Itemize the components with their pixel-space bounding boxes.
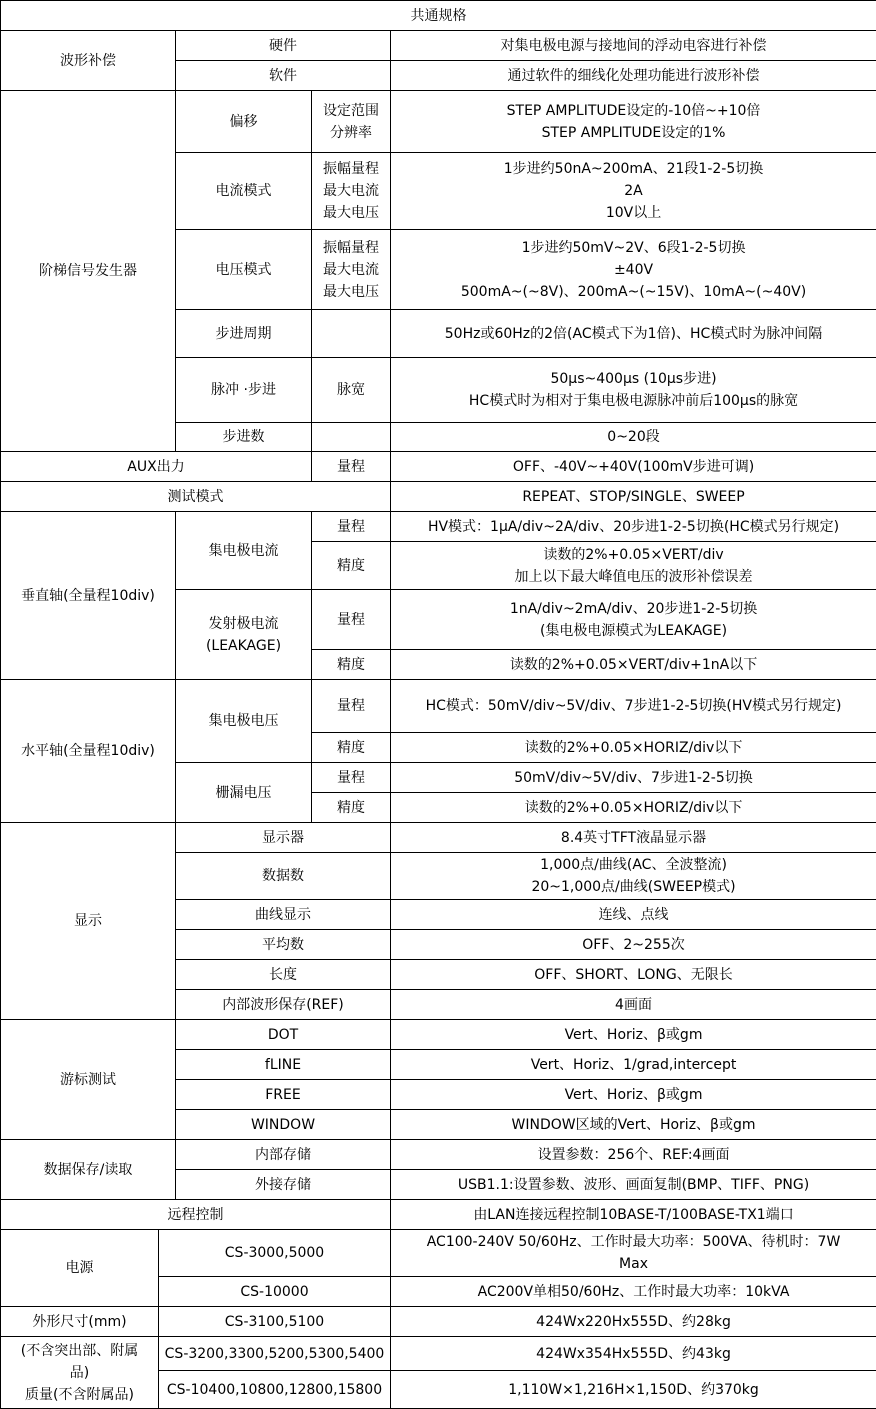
spec-params: 精度 — [312, 733, 391, 763]
spec-name: 数据数 — [176, 853, 391, 900]
step-generator-label: 阶梯信号发生器 — [1, 91, 176, 452]
spec-value: 通过软件的细线化处理功能进行波形补偿 — [391, 61, 876, 91]
spec-value: AC100-240V 50/60Hz、工作时最大功率：500VA、待机时：7W Max — [391, 1230, 876, 1277]
horizontal-axis-label: 水平轴(全量程10div) — [1, 680, 176, 823]
spec-params-empty — [312, 310, 391, 358]
spec-value: 424Wx220Hx555D、约28kg — [391, 1307, 876, 1337]
model-name: CS-3100,5100 — [159, 1307, 391, 1337]
spec-value: 50Hz或60Hz的2倍(AC模式下为1倍)、HC模式时为脉冲间隔 — [391, 310, 876, 358]
spec-name: 硬件 — [176, 31, 391, 61]
spec-value: 由LAN连接远程控制10BASE-T/100BASE-TX1端口 — [391, 1200, 876, 1230]
spec-name: 显示器 — [176, 823, 391, 853]
spec-name: 电流模式 — [176, 153, 312, 230]
spec-params: 振幅量程 最大电流 最大电压 — [312, 153, 391, 230]
cursor-test-label: 游标测试 — [1, 1020, 176, 1140]
spec-name: DOT — [176, 1020, 391, 1050]
spec-name: 内部波形保存(REF) — [176, 990, 391, 1020]
model-name: CS-10000 — [159, 1277, 391, 1307]
spec-name: 软件 — [176, 61, 391, 91]
spec-params: 量程 — [312, 763, 391, 793]
spec-value: 读数的2%+0.05×HORIZ/div以下 — [391, 793, 876, 823]
spec-value: HV模式：1μA/div~2A/div、20步进1-2-5切换(HC模式另行规定) — [391, 512, 876, 542]
spec-params: 精度 — [312, 793, 391, 823]
spec-params-empty — [312, 423, 391, 452]
spec-value: HC模式：50mV/div~5V/div、7步进1-2-5切换(HV模式另行规定) — [391, 680, 876, 733]
spec-value: 1,110W×1,216H×1,150D、约370kg — [391, 1371, 876, 1409]
spec-value: Vert、Horiz、β或gm — [391, 1020, 876, 1050]
spec-params: 量程 — [312, 452, 391, 482]
spec-params: 量程 — [312, 512, 391, 542]
spec-params: 脉宽 — [312, 358, 391, 423]
spec-params: 设定范围 分辨率 — [312, 91, 391, 153]
spec-name: 集电极电压 — [176, 680, 312, 763]
table-header: 共通规格 — [1, 1, 876, 31]
spec-value: Vert、Horiz、1/grad,intercept — [391, 1050, 876, 1080]
model-name: CS-3000,5000 — [159, 1230, 391, 1277]
spec-value: 设置参数：256个、REF:4画面 — [391, 1140, 876, 1170]
spec-value: Vert、Horiz、β或gm — [391, 1080, 876, 1110]
spec-name: 曲线显示 — [176, 900, 391, 930]
spec-name: 步进数 — [176, 423, 312, 452]
spec-value: AC200V单相50/60Hz、工作时最大功率：10kVA — [391, 1277, 876, 1307]
spec-name: 长度 — [176, 960, 391, 990]
spec-params: 精度 — [312, 542, 391, 590]
power-label: 电源 — [1, 1230, 159, 1307]
spec-value: 50mV/div~5V/div、7步进1-2-5切换 — [391, 763, 876, 793]
spec-name: 电压模式 — [176, 230, 312, 310]
vertical-axis-label: 垂直轴(全量程10div) — [1, 512, 176, 680]
spec-value: 1步进约50nA~200mA、21段1-2-5切换 2A 10V以上 — [391, 153, 876, 230]
spec-name: 平均数 — [176, 930, 391, 960]
spec-name: 外接存储 — [176, 1170, 391, 1200]
dimensions-label: 外形尺寸(mm) — [1, 1307, 159, 1337]
spec-value: REPEAT、STOP/SINGLE、SWEEP — [391, 482, 876, 512]
spec-name: WINDOW — [176, 1110, 391, 1140]
model-name: CS-3200,3300,5200,5300,5400 — [159, 1337, 391, 1371]
remote-control-label: 远程控制 — [1, 1200, 391, 1230]
spec-value: 1,000点/曲线(AC、全波整流) 20~1,000点/曲线(SWEEP模式) — [391, 853, 876, 900]
dimensions-note-label: (不含突出部、附属 品) 质量(不含附属品) — [1, 1337, 159, 1409]
spec-name: 偏移 — [176, 91, 312, 153]
spec-name: 发射极电流 (LEAKAGE) — [176, 590, 312, 680]
spec-name: 步进周期 — [176, 310, 312, 358]
spec-value: 连线、点线 — [391, 900, 876, 930]
waveform-comp-label: 波形补偿 — [1, 31, 176, 91]
test-mode-label: 测试模式 — [1, 482, 391, 512]
spec-params: 量程 — [312, 680, 391, 733]
spec-value: 8.4英寸TFT液晶显示器 — [391, 823, 876, 853]
spec-name: 脉冲 ·步进 — [176, 358, 312, 423]
spec-value: 1步进约50mV~2V、6段1-2-5切换 ±40V 500mA~(~8V)、200mA~(~15V)、10mA~(~40V) — [391, 230, 876, 310]
spec-name: FREE — [176, 1080, 391, 1110]
display-label: 显示 — [1, 823, 176, 1020]
spec-value: OFF、2~255次 — [391, 930, 876, 960]
spec-value: 50μs~400μs (10μs步进) HC模式时为相对于集电极电源脉冲前后100μs的脉宽 — [391, 358, 876, 423]
spec-params: 振幅量程 最大电流 最大电压 — [312, 230, 391, 310]
data-save-label: 数据保存/读取 — [1, 1140, 176, 1200]
spec-name: 集电极电流 — [176, 512, 312, 590]
model-name: CS-10400,10800,12800,15800 — [159, 1371, 391, 1409]
spec-params: 量程 — [312, 590, 391, 650]
spec-value: 424Wx354Hx555D、约43kg — [391, 1337, 876, 1371]
aux-label: AUX出力 — [1, 452, 312, 482]
spec-value: OFF、-40V~+40V(100mV步进可调) — [391, 452, 876, 482]
spec-value: 读数的2%+0.05×HORIZ/div以下 — [391, 733, 876, 763]
spec-value: 4画面 — [391, 990, 876, 1020]
spec-value: WINDOW区域的Vert、Horiz、β或gm — [391, 1110, 876, 1140]
spec-name: fLINE — [176, 1050, 391, 1080]
spec-name: 栅漏电压 — [176, 763, 312, 823]
spec-name: 内部存储 — [176, 1140, 391, 1170]
spec-params: 精度 — [312, 650, 391, 680]
spec-value: USB1.1:设置参数、波形、画面复制(BMP、TIFF、PNG) — [391, 1170, 876, 1200]
spec-value: 对集电极电源与接地间的浮动电容进行补偿 — [391, 31, 876, 61]
spec-value: 读数的2%+0.05×VERT/div+1nA以下 — [391, 650, 876, 680]
spec-value: 0~20段 — [391, 423, 876, 452]
spec-value: 读数的2%+0.05×VERT/div 加上以下最大峰值电压的波形补偿误差 — [391, 542, 876, 590]
spec-value: 1nA/div~2mA/div、20步进1-2-5切换 (集电极电源模式为LEAKAGE) — [391, 590, 876, 650]
spec-value: OFF、SHORT、LONG、无限长 — [391, 960, 876, 990]
spec-value: STEP AMPLITUDE设定的-10倍~+10倍 STEP AMPLITUDE设定的1% — [391, 91, 876, 153]
